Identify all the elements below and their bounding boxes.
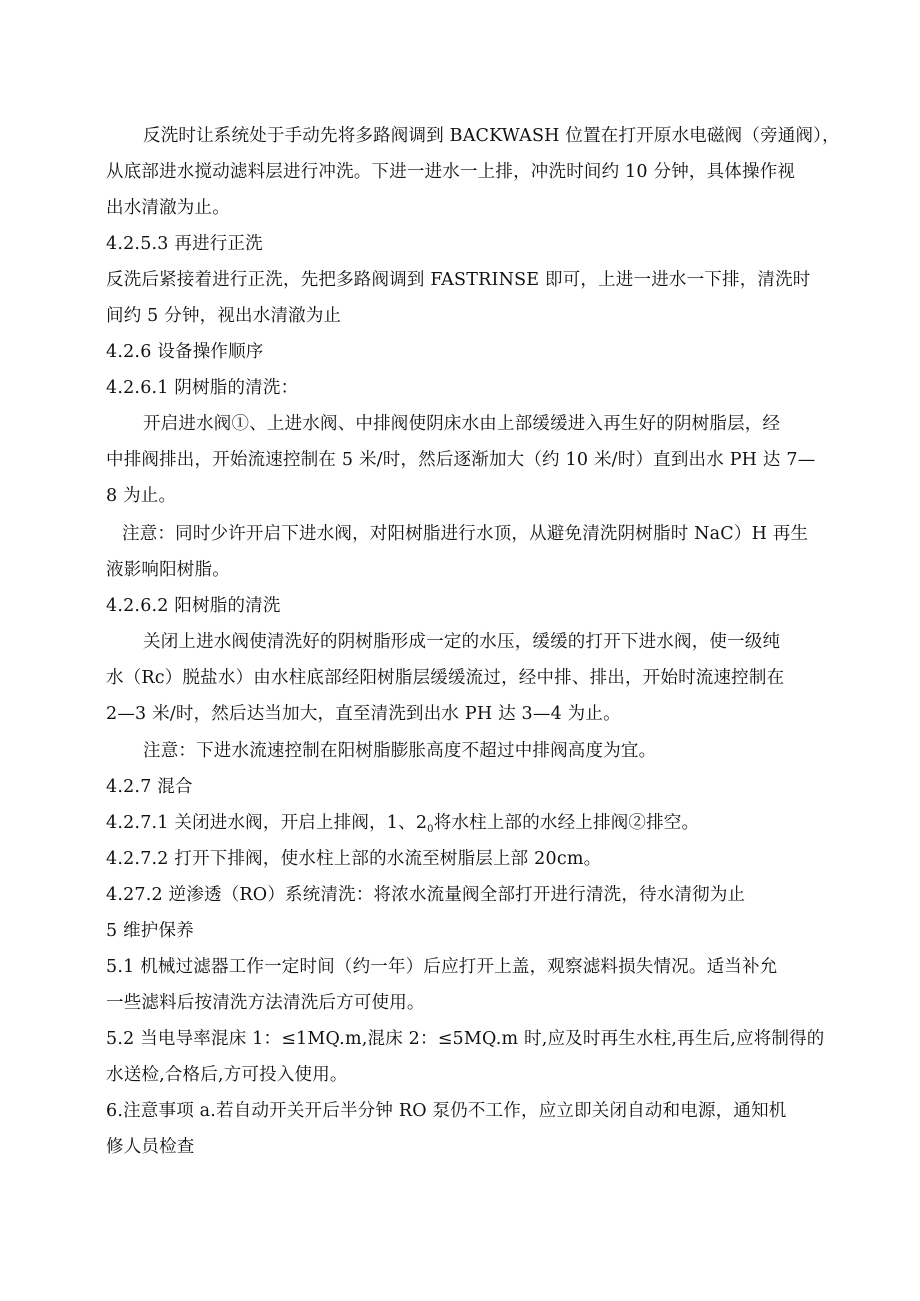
subscript: 0 [427,824,434,835]
section-heading: 4.2.6.2 阳树脂的清洗 [106,596,281,616]
text-line: 5.2 当电导率混床 1：≤1MQ.m,混床 2：≤5MQ.m 时,应及时再生水柱,再生后,应将制得的 [106,1029,825,1049]
text-line: 关闭上进水阀使清洗好的阴树脂形成一定的水压，缓缓的打开下进水阀，使一级纯 [143,632,781,652]
text-line: 2—3 米/时，然后达当加大，直至清洗到出水 PH 达 3—4 为止。 [106,704,621,724]
text-line: 8 为止。 [106,486,177,506]
text-line: 5.1 机械过滤器工作一定时间（约一年）后应打开上盖，观察滤料损失情况。适当补允 [106,957,778,977]
text-line: 反洗后紧接着进行正洗，先把多路阀调到 FASTRINSE 即可，上进一进水一下排，清洗时 [106,270,811,290]
note-line: 注意：下进水流速控制在阳树脂膨胀高度不超过中排阀高度为宜。 [143,741,657,761]
text-line: 出水清澈为止。 [106,198,230,218]
line-end: 将水柱上部的水经上排阀②排空。 [433,813,700,833]
text-line: 水送检,合格后,方可投入使用。 [106,1065,348,1085]
note-line: 液影响阳树脂。 [106,560,230,580]
text-line: 反洗时让系统处于手动先将多路阀调到 BACKWASH 位置在打开原水电磁阀（旁通阀）， [143,126,840,146]
text-line: 一些滤料后按清洗方法清洗后方可使用。 [106,993,425,1013]
text-line: 4.2.7.2 打开下排阀，使水柱上部的水流至树脂层上部 20cm。 [106,849,602,869]
line-start: 4.2.7.1 关闭进水阀，开启上排阀，1、2 [106,813,428,833]
text-line: 修人员检查 [106,1137,195,1157]
text-line: 4.27.2 逆渗透（RO）系统清洗：将浓水流量阀全部打开进行清洗，待水清彻为止 [106,885,746,905]
text-line: 从底部进水搅动滤料层进行冲洗。下进一进水一上排，冲洗时间约 10 分钟，具体操作视 [106,162,796,182]
section-heading: 4.2.7 混合 [106,777,193,797]
section-heading: 4.2.6.1 阴树脂的清洗： [106,378,299,398]
section-heading: 5 维护保养 [106,921,194,941]
text-line: 6.注意事项 a.若自动开关开后半分钟 RO 泵仍不工作，应立即关闭自动和电源，通知机 [106,1101,787,1121]
text-line [106,811,816,842]
text-line: 间约 5 分钟，视出水清澈为止 [106,306,342,326]
section-heading: 4.2.5.3 再进行正洗 [106,234,263,254]
text-line: 开启进水阀①、上进水阀、中排阀使阴床水由上部缓缓进入再生好的阴树脂层，经 [143,414,781,434]
text-line: 水（Rc）脱盐水）由水柱底部经阳树脂层缓缓流过，经中排、排出，开始时流速控制在 [106,668,785,688]
section-heading: 4.2.6 设备操作顺序 [106,342,264,362]
text-line: 中排阀排出，开始流速控制在 5 米/时，然后逐渐加大（约 10 米/时）直到出水 PH 达 7— [106,450,816,470]
note-line: 注意：同时少许开启下进水阀，对阳树脂进行水顶，从避免清洗阴树脂时 NaC）H 再生 [122,524,809,544]
